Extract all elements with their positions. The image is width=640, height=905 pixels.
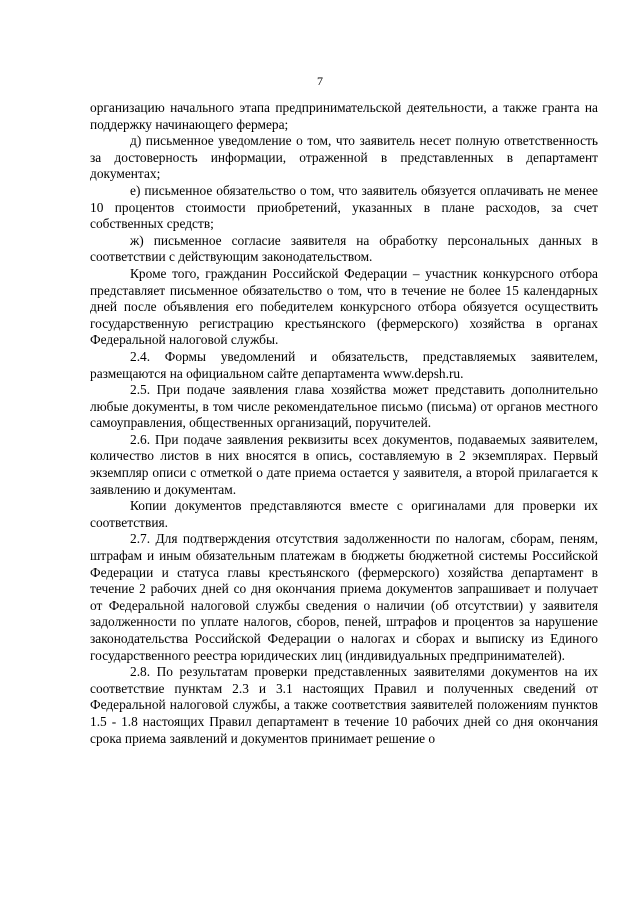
page-number: 7	[317, 74, 323, 88]
paragraph-2-8: 2.8. По результатам проверки представленных заявителями документов на их соответствие пунктам 2.3 и 3.1 настоящих Правил и полученных сведений от Федеральной налоговой службы, а также соответствия заявителей положениям пунктов 1.5 - 1.8 настоящих Правил департамент в течение 10 рабочих дней со дня окончания срока приема заявлений и документов принимает решение о	[90, 664, 598, 746]
paragraph-copies: Копии документов представляются вместе с оригиналами для проверки их соответствия.	[90, 498, 598, 530]
paragraph-item-d: д) письменное уведомление о том, что заявитель несет полную ответственность за достоверность информации, отраженной в представленных в департамент документах;	[90, 133, 598, 182]
paragraph-item-e: е) письменное обязательство о том, что заявитель обязуется оплачивать не менее 10 процентов стоимости приобретений, указанных в плане расходов, за счет собственных средств;	[90, 182, 598, 232]
paragraph-continuation: организацию начального этапа предпринимательской деятельности, а также гранта на поддержку начинающего фермера;	[90, 100, 598, 132]
paragraph-2-7: 2.7. Для подтверждения отсутствия задолженности по налогам, сборам, пеням, штрафам и иным обязательным платежам в бюджеты бюджетной системы Российской Федерации и статуса главы крестьянского (фермерского) хозяйства департамент в течение 2 рабочих дней со дня окончания приема документов запрашивает и получает от Федеральной налоговой службы сведения о наличии (об отсутствии) у заявителя задолженности по уплате налогов, сборов, пеней, штрафов и процентов за нарушение законодательства Российской Федерации о налогах и сборах и выписку из Единого государственного реестра юридических лиц (индивидуальных предпринимателей).	[90, 531, 598, 663]
paragraph-item-zh: ж) письменное согласие заявителя на обработку персональных данных в соответствии с действующим законодательством.	[90, 232, 598, 265]
paragraph-additional-obligation: Кроме того, гражданин Российской Федерации – участник конкурсного отбора представляет письменное обязательство о том, что в течение не более 15 календарных дней после объявления его победителем конкурсного отбора обязуется осуществить государственную регистрацию крестьянского (фермерского) хозяйства в органах Федеральной налоговой службы.	[90, 265, 598, 348]
paragraph-2-4: 2.4. Формы уведомлений и обязательств, представляемых заявителем, размещаются на официальном сайте департамента www.depsh.ru.	[90, 348, 598, 381]
paragraph-2-5: 2.5. При подаче заявления глава хозяйства может представить дополнительно любые документы, в том числе рекомендательное письмо (письма) от органов местного самоуправления, общественных организаций, поручителей.	[90, 382, 598, 431]
paragraph-2-6: 2.6. При подаче заявления реквизиты всех документов, подаваемых заявителем, количество листов в них вносятся в опись, составляемую в 2 экземплярах. Первый экземпляр описи с отметкой о дате приема остается у заявителя, а второй прилагается к заявлению и документам.	[90, 431, 598, 497]
document-body	[90, 100, 598, 747]
